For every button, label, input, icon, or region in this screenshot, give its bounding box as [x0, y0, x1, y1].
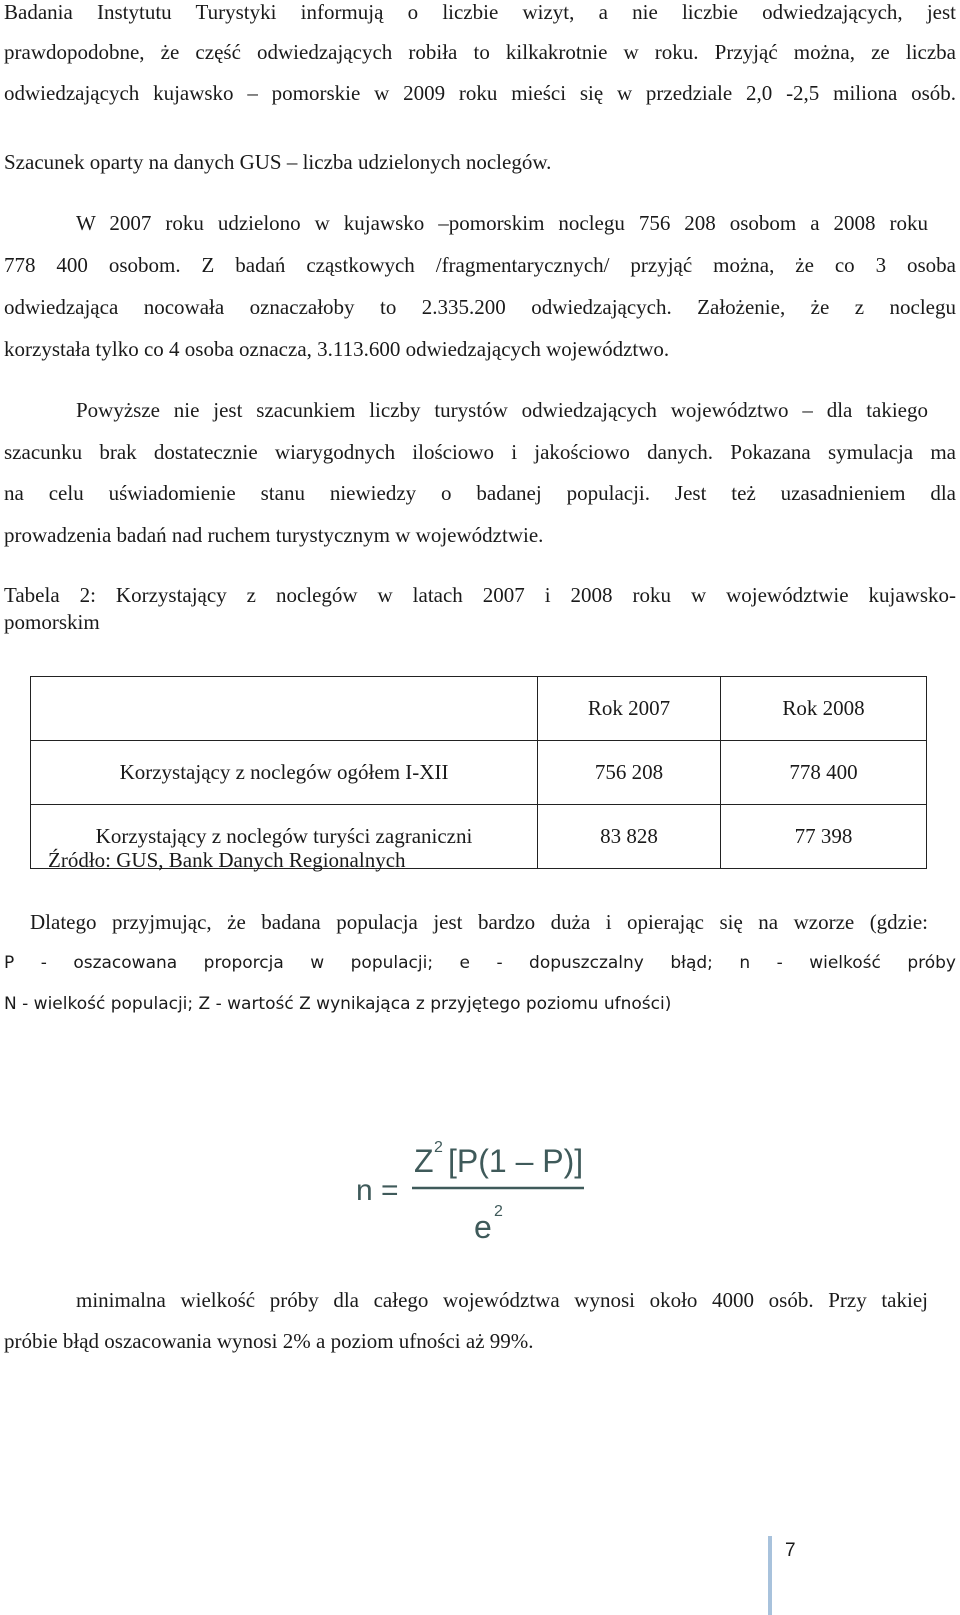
paragraph-4-line-2: P - oszacowana proporcja w populacji; e - dopuszczalny błąd; n - wielkość próby — [4, 953, 956, 973]
sample-size-formula — [356, 1130, 606, 1250]
paragraph-3-line-3: na celu uświadomienie stanu niewiedzy o badanej populacji. Jest też uzasadnieniem dla — [4, 481, 956, 505]
paragraph-2-line-4: korzystała tylko co 4 osoba oznacza, 3.113.600 odwiedzających województwo. — [4, 337, 670, 361]
table-caption-line-1: Tabela 2: Korzystający z noclegów w latach 2007 i 2008 roku w województwie kujawsko- — [4, 583, 956, 607]
table-cell: 778 400 — [721, 741, 927, 805]
table-cell: Korzystający z noclegów ogółem I-XII — [31, 741, 538, 805]
paragraph-1-line-2: prawdopodobne, że część odwiedzających robiła to kilkakrotnie w roku. Przyjąć można, ze liczba — [4, 40, 956, 64]
estimate-heading: Szacunek oparty na danych GUS – liczba udzielonych noclegów. — [4, 150, 552, 174]
table-cell: 756 208 — [538, 741, 721, 805]
paragraph-4-line-1: Dlatego przyjmując, że badana populacja jest bardzo duża i opierając się na wzorze (gdzie: — [30, 910, 928, 934]
paragraph-3-line-4: prowadzenia badań nad ruchem turystycznym w województwie. — [4, 523, 544, 547]
table-cell: 83 828 — [538, 805, 721, 869]
table-header-cell: Rok 2008 — [721, 677, 927, 741]
table-header-cell — [31, 677, 538, 741]
page-number: 7 — [785, 1540, 796, 1561]
paragraph-4-line-3: N - wielkość populacji; Z - wartość Z wynikająca z przyjętego poziomu ufności) — [4, 994, 672, 1014]
formula-numerator: [P(1 – P)] — [448, 1143, 584, 1179]
data-table — [30, 676, 927, 869]
formula-e: e — [474, 1209, 492, 1245]
table-header-row — [31, 677, 927, 741]
paragraph-1-line-3: odwiedzających kujawsko – pomorskie w 2009 roku mieści się w przedziale 2,0 -2,5 miliona osób. — [4, 81, 956, 105]
paragraph-3-line-2: szacunku brak dostatecznie wiarygodnych ilościowo i jakościowo danych. Pokazana symulacja ma — [4, 440, 956, 464]
page-number-bar — [768, 1536, 772, 1615]
paragraph-2-line-2: 778 400 osobom. Z badań cząstkowych /fragmentarycznych/ przyjąć można, że co 3 osoba — [4, 253, 956, 277]
table-header-cell: Rok 2007 — [538, 677, 721, 741]
paragraph-2-line-1: W 2007 roku udzielono w kujawsko –pomorskim noclegu 756 208 osobom a 2008 roku — [76, 211, 928, 235]
table-cell: Korzystający z noclegów turyści zagraniczni — [31, 805, 538, 869]
formula-z: Z — [414, 1143, 434, 1179]
paragraph-2-line-3: odwiedzająca nocowała oznaczałoby to 2.335.200 odwiedzających. Założenie, że z noclegu — [4, 295, 956, 319]
formula-z-exponent: 2 — [434, 1139, 443, 1156]
table-row — [31, 741, 927, 805]
paragraph-3-line-1: Powyższe nie jest szacunkiem liczby turystów odwiedzających województwo – dla takiego — [76, 398, 928, 422]
formula-e-exponent: 2 — [494, 1203, 503, 1220]
table-source: Źródło: GUS, Bank Danych Regionalnych — [48, 848, 406, 872]
formula-lhs: n = — [356, 1174, 399, 1207]
paragraph-1-line-1: Badania Instytutu Turystyki informują o liczbie wizyt, a nie liczbie odwiedzających, jest — [4, 0, 956, 24]
paragraph-5-line-2: próbie błąd oszacowania wynosi 2% a poziom ufności aż 99%. — [4, 1329, 534, 1353]
paragraph-5-line-1: minimalna wielkość próby dla całego województwa wynosi około 4000 osób. Przy takiej — [76, 1288, 928, 1312]
table-cell: 77 398 — [721, 805, 927, 869]
table-caption-line-2: pomorskim — [4, 610, 100, 634]
